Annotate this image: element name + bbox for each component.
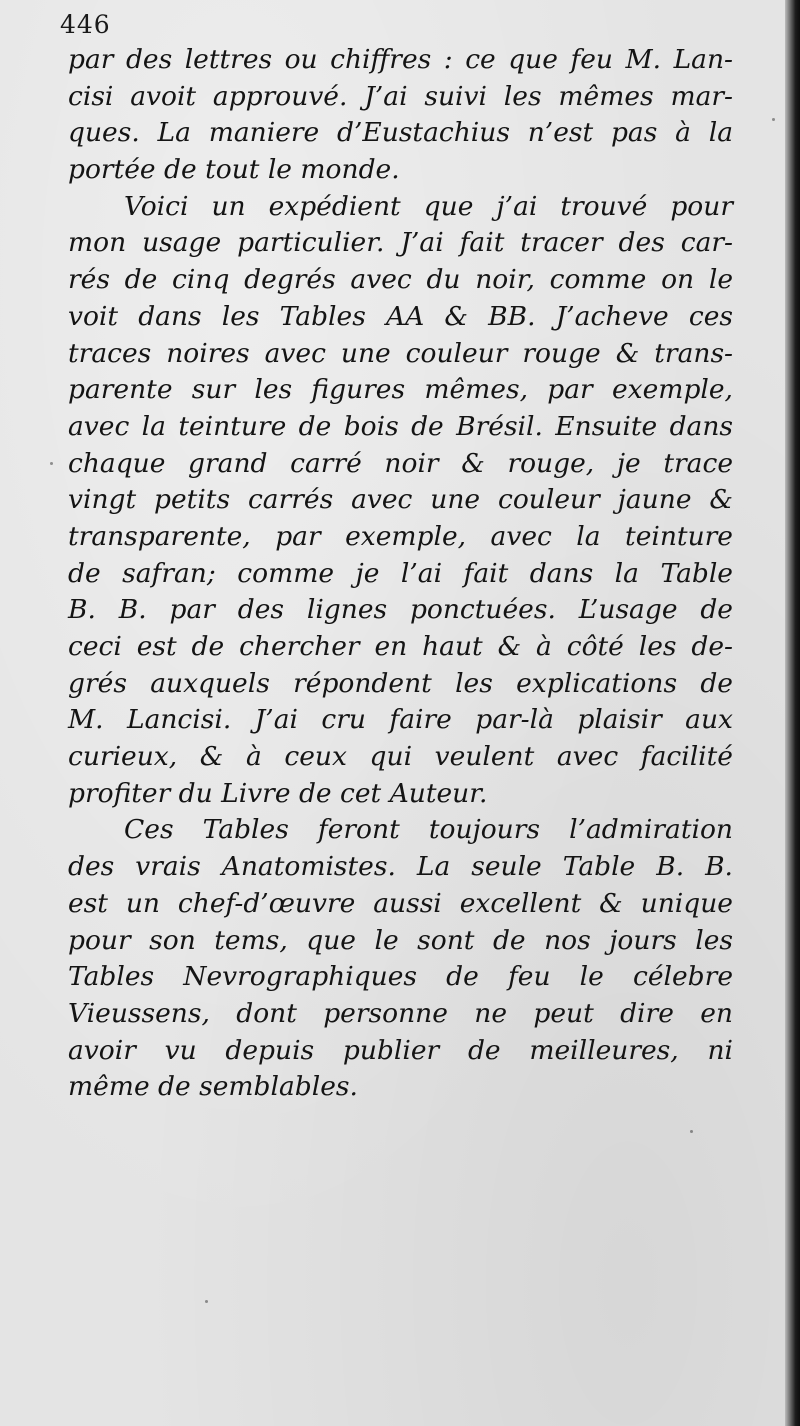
text-line: ques. La maniere d’Eustachius n’est pas à la [68, 117, 733, 149]
text-line: ceci est de chercher en haut & à côté les de- [68, 631, 733, 662]
text-line: par des lettres ou chiffres : ce que feu M. Lan- [68, 44, 733, 75]
text-line: vingt petits carrés avec une couleur jaune & [68, 484, 733, 516]
text-line: même de semblables. [68, 1071, 358, 1103]
text-line: Tables Nevrographiques de feu le célebre [68, 961, 733, 993]
text-line: M. Lancisi. J’ai cru faire par-là plaisir aux [68, 704, 733, 736]
text-line: pour son tems, que le sont de nos jours les [68, 924, 733, 956]
show-through-texture [80, 1110, 740, 1148]
text-line: curieux, & à ceux qui veulent avec facilité [68, 741, 733, 773]
paragraph-start-line: Voici un expédient que j’ai trouvé pour [124, 190, 733, 222]
text-line: avec la teinture de bois de Brésil. Ensuite dans [68, 410, 733, 442]
paper-speck [50, 462, 53, 465]
text-line: de safran; comme je l’ai fait dans la Table [68, 557, 733, 589]
text-line: traces noires avec une couleur rouge & trans- [68, 337, 733, 369]
text-line: cisi avoit approuvé. J’ai suivi les mêmes mar- [68, 80, 733, 112]
book-gutter-shadow [785, 0, 800, 1426]
text-line: portée de tout le monde. [68, 154, 400, 186]
text-line: grés auxquels répondent les explications de [68, 667, 733, 699]
page-number: 446 [60, 10, 111, 39]
text-line: est un chef-d’œuvre aussi excellent & unique [68, 887, 733, 919]
text-line: rés de cinq degrés avec du noir, comme on le [68, 264, 733, 296]
paragraph-start-line: Ces Tables feront toujours l’admiration [124, 814, 733, 846]
text-line: des vrais Anatomistes. La seule Table B. B. [68, 851, 733, 883]
paper-speck [772, 118, 775, 121]
text-line: profiter du Livre de cet Auteur. [68, 777, 488, 809]
text-line: mon usage particulier. J’ai fait tracer des car- [68, 227, 733, 259]
body-text [68, 42, 733, 1106]
paper-speck [205, 1300, 208, 1303]
text-line: chaque grand carré noir & rouge, je trace [68, 447, 733, 479]
text-line: voit dans les Tables AA & BB. J’acheve ces [68, 300, 733, 332]
text-line: avoir vu depuis publier de meilleures, ni [68, 1034, 733, 1066]
paper-speck [690, 1130, 693, 1133]
text-line: transparente, par exemple, avec la teinture [68, 520, 733, 552]
text-line: Vieussens, dont personne ne peut dire en [68, 997, 733, 1029]
text-line: parente sur les figures mêmes, par exemple, [68, 374, 733, 406]
text-line: B. B. par des lignes ponctuées. L’usage de [68, 594, 733, 626]
